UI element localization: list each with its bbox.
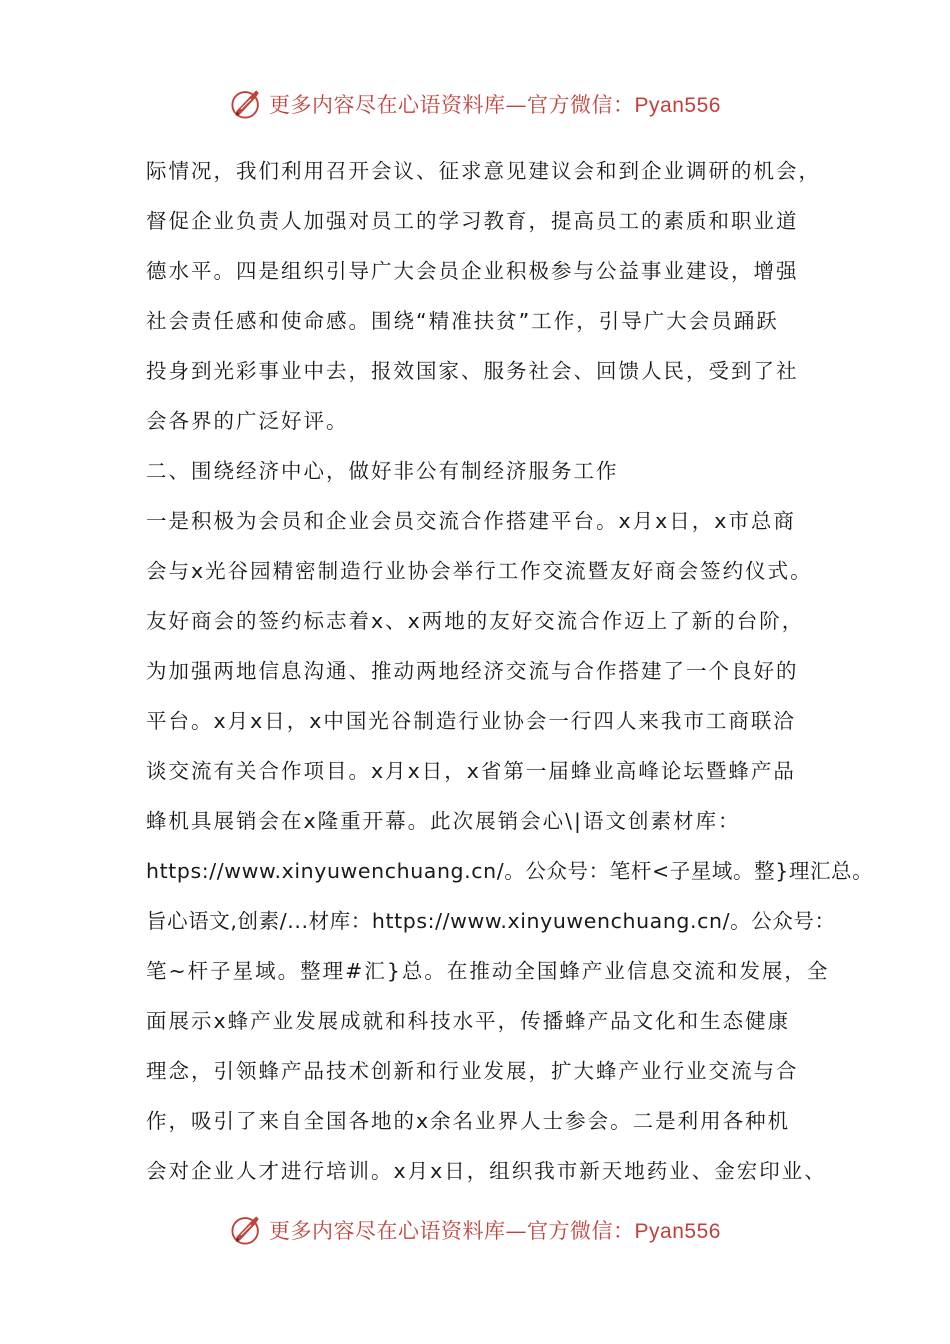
section-heading: 二、围绕经济中心，做好非公有制经济服务工作: [146, 459, 619, 483]
text-line: 会对企业人才进行培训。x月x日，组织我市新天地药业、金宏印业、: [146, 1159, 827, 1183]
pen-nib-circle-icon: [229, 1213, 263, 1247]
footer-banner: [0, 1206, 950, 1254]
text-line: 平台。x月x日，x中国光谷制造行业协会一行四人来我市工商联洽: [146, 709, 796, 733]
text-line: https://www.xinyuwenchuang.cn/。公众号：笔杆<子星域。整}理汇总。: [146, 859, 874, 883]
text-line: 蜂机具展销会在x隆重开幕。此次展销会心\|语文创素材库：: [146, 809, 741, 833]
text-line: 笔~杆子星域。整理#汇}总。在推动全国蜂产业信息交流和发展，全: [146, 959, 830, 983]
header-dash: —: [505, 93, 528, 117]
text-line: 理念，引领蜂产品技术创新和行业发展，扩大蜂产业行业交流与合: [146, 1059, 799, 1083]
header-wechat-label: 官方微信：: [527, 93, 635, 117]
header-brand-text: [269, 89, 721, 119]
footer-brand-text: [269, 1215, 721, 1245]
text-line: 一是积极为会员和企业会员交流合作搭建平台。x月x日，x市总商: [146, 509, 796, 533]
text-line: 面展示x蜂产业发展成就和科技水平，传播蜂产品文化和生态健康: [146, 1009, 791, 1033]
text-line: 会各界的广泛好评。: [146, 409, 349, 433]
document-body: [146, 146, 874, 1196]
text-line: 作，吸引了来自全国各地的x余名业界人士参会。二是利用各种机: [146, 1109, 791, 1133]
text-line: 德水平。四是组织引导广大会员企业积极参与公益事业建设，增强: [146, 259, 799, 283]
text-line: 谈交流有关合作项目。x月x日，x省第一届蜂业高峰论坛暨蜂产品: [146, 759, 796, 783]
pen-nib-circle-icon: [229, 87, 263, 121]
header-wechat-id: Pyan556: [634, 94, 721, 117]
header-brand: 更多内容尽在心语资料库: [269, 93, 506, 117]
footer-wechat-id: Pyan556: [634, 1220, 721, 1243]
text-line: 友好商会的签约标志着x、x两地的友好交流合作迈上了新的台阶，: [146, 609, 805, 633]
text-line: 旨心语文,创素/...材库：https://www.xinyuwenchuang.cn/。公众号：: [146, 909, 836, 933]
text-line: 际情况，我们利用召开会议、征求意见建议会和到企业调研的机会，: [146, 159, 821, 183]
footer-dash: —: [505, 1219, 528, 1243]
text-line: 督促企业负责人加强对员工的学习教育，提高员工的素质和职业道: [146, 209, 799, 233]
header-banner: [0, 80, 950, 128]
text-line: 社会责任感和使命感。围绕“精准扶贫”工作，引导广大会员踊跃: [146, 309, 779, 333]
text-line: 为加强两地信息沟通、推动两地经济交流与合作搭建了一个良好的: [146, 659, 799, 683]
text-line: 会与x光谷园精密制造行业协会举行工作交流暨友好商会签约仪式。: [146, 559, 813, 583]
text-line: 投身到光彩事业中去，报效国家、服务社会、回馈人民，受到了社: [146, 359, 799, 383]
footer-wechat-label: 官方微信：: [527, 1219, 635, 1243]
footer-brand: 更多内容尽在心语资料库: [269, 1219, 506, 1243]
